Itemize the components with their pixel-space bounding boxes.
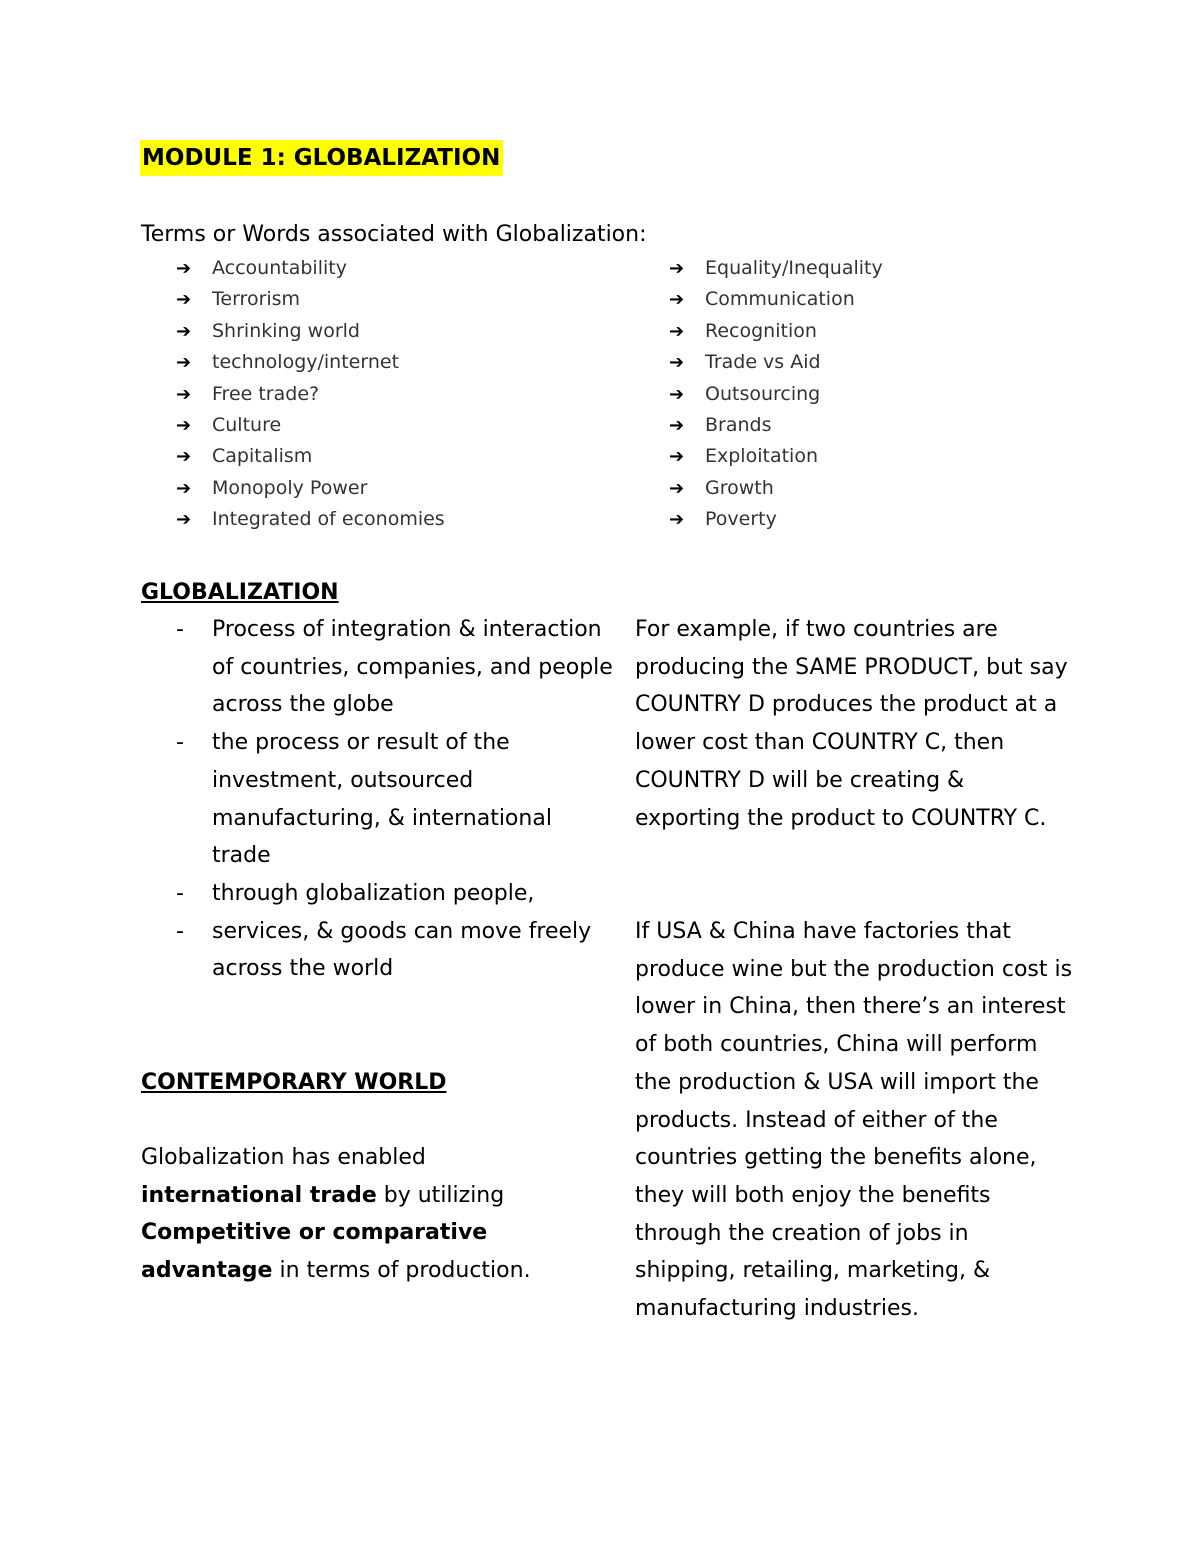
- term-label: Outsourcing: [705, 382, 821, 405]
- term-item: [176, 347, 445, 378]
- globalization-heading: GLOBALIZATION: [141, 580, 339, 605]
- arrow-icon: ➔: [669, 383, 685, 405]
- term-item: [669, 473, 883, 504]
- term-label: Poverty: [705, 508, 777, 531]
- arrow-icon: ➔: [176, 258, 192, 279]
- term-item: [669, 410, 883, 441]
- contemporary-paragraph: [141, 1139, 561, 1290]
- term-label: Shrinking world: [212, 319, 360, 342]
- module-title: MODULE 1: GLOBALIZATION: [140, 140, 503, 176]
- term-label: Trade vs Aid: [705, 351, 821, 374]
- terms-list-left: [176, 253, 445, 536]
- arrow-icon: ➔: [176, 414, 192, 436]
- arrow-icon: ➔: [176, 352, 192, 374]
- term-item: [176, 379, 445, 410]
- term-label: Growth: [705, 476, 774, 499]
- arrow-icon: ➔: [176, 477, 192, 499]
- globalization-points: [176, 611, 616, 988]
- arrow-icon: ➔: [669, 446, 685, 468]
- term-item: [176, 441, 445, 472]
- contemporary-bold-2: Competitive or comparative advantage: [141, 1220, 488, 1284]
- arrow-icon: ➔: [669, 320, 685, 342]
- contemporary-bold-1: international trade: [141, 1182, 377, 1208]
- example-paragraph-1: For example, if two countries are producing the SAME PRODUCT, but say COUNTRY D produces the product at a lower cost than COUNTRY C, then COUNTRY D will be creating & exporting the product to COUNTRY C.: [635, 617, 1068, 831]
- arrow-icon: ➔: [669, 289, 685, 311]
- arrow-icon: ➔: [176, 320, 192, 342]
- terms-list-right: [669, 253, 883, 536]
- term-label: Monopoly Power: [212, 476, 368, 499]
- dash-marker: -: [176, 617, 184, 642]
- example-paragraph-2: If USA & China have factories that produce wine but the production cost is lower in China, then there’s an interest of both countries, China will perform the production & USA will import the products. Instead of either of the countries getting the benefits alone, they will both enjoy the benefits through the creation of jobs in shipping, retailing, marketing, & manufacturing industries.: [635, 919, 1073, 1322]
- term-label: Integrated of economies: [212, 508, 445, 531]
- bullet-item: [176, 611, 616, 724]
- arrow-icon: ➔: [669, 258, 685, 279]
- term-item: [176, 284, 445, 315]
- dash-marker: -: [176, 730, 184, 756]
- term-item: [669, 504, 883, 535]
- contemporary-text-3: in terms of production.: [279, 1258, 531, 1284]
- term-item: [176, 410, 445, 441]
- arrow-icon: ➔: [176, 383, 192, 405]
- arrow-icon: ➔: [176, 289, 192, 311]
- term-item: [176, 253, 445, 284]
- bullet-text: services, & goods can move freely across the world: [212, 918, 592, 982]
- term-item: [176, 316, 445, 347]
- term-label: Culture: [212, 413, 282, 436]
- term-item: [176, 504, 445, 535]
- term-item: [176, 473, 445, 504]
- bullet-text: the process or result of the investment, outsourced manufacturing, & international trade: [212, 730, 552, 869]
- contemporary-text-1: Globalization has enabled: [141, 1145, 426, 1170]
- terms-heading: Terms or Words associated with Globalization:: [141, 222, 647, 247]
- contemporary-text-2: by utilizing: [383, 1182, 505, 1208]
- term-item: [669, 347, 883, 378]
- arrow-icon: ➔: [669, 352, 685, 374]
- dash-marker: -: [176, 918, 184, 944]
- term-label: Accountability: [212, 257, 347, 279]
- term-item: [669, 284, 883, 315]
- dash-marker: -: [176, 880, 184, 906]
- bullet-text: Process of integration & interaction of countries, companies, and people across the globe: [212, 617, 613, 718]
- term-label: Brands: [705, 413, 772, 436]
- term-label: Equality/Inequality: [705, 257, 883, 279]
- arrow-icon: ➔: [669, 414, 685, 436]
- term-label: technology/internet: [212, 351, 400, 374]
- term-label: Terrorism: [212, 288, 301, 311]
- arrow-icon: ➔: [176, 509, 192, 531]
- contemporary-heading: CONTEMPORARY WORLD: [141, 1070, 447, 1095]
- term-item: [669, 379, 883, 410]
- arrow-icon: ➔: [176, 446, 192, 468]
- bullet-item: [176, 724, 616, 875]
- term-label: Exploitation: [705, 445, 818, 468]
- term-item: [669, 253, 883, 284]
- term-label: Capitalism: [212, 445, 313, 468]
- arrow-icon: ➔: [669, 509, 685, 531]
- arrow-icon: ➔: [669, 477, 685, 499]
- bullet-text: through globalization people,: [212, 880, 535, 906]
- term-label: Free trade?: [212, 382, 320, 405]
- bullet-item: [176, 875, 616, 913]
- term-label: Communication: [705, 288, 855, 311]
- term-label: Recognition: [705, 319, 817, 342]
- term-item: [669, 441, 883, 472]
- term-item: [669, 316, 883, 347]
- bullet-item: [176, 913, 616, 988]
